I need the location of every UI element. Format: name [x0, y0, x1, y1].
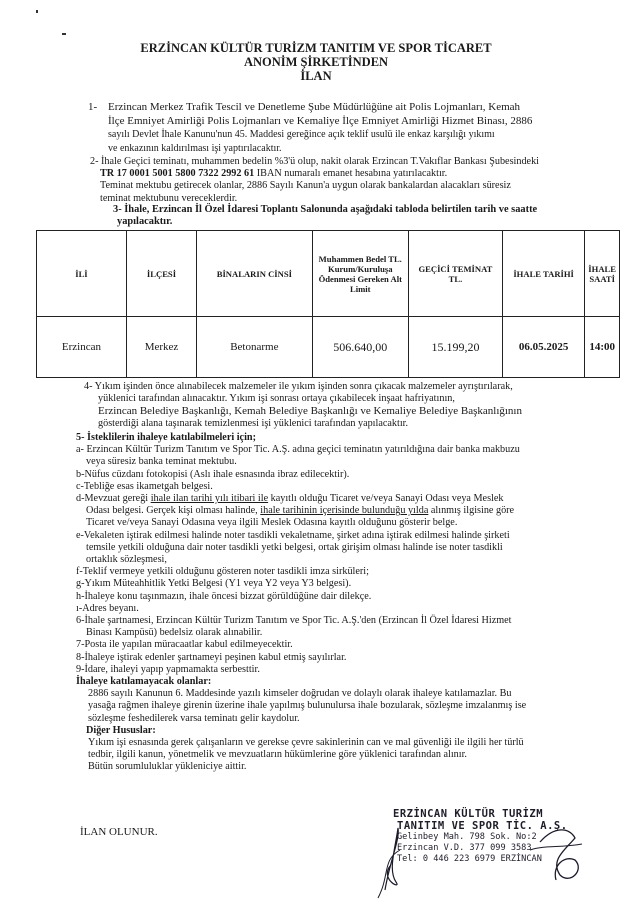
- company-type: ANONİM ŞİRKETİNDEN: [243, 55, 389, 69]
- handwritten-signature: [360, 820, 590, 900]
- requirement-d: d-Mevzuat gereği ihale ilan tarihi yılı itibari ile kayıtlı olduğu Ticaret ve/veya Sanayi Odası veya Meslek: [76, 493, 504, 505]
- cell-tarih: 06.05.2025: [502, 317, 584, 378]
- item-4-line: Erzincan Belediye Başkanlığı, Kemah Belediye Başkanlığı ve Kemaliye Belediye Başkanlığının: [98, 405, 522, 418]
- excluded-title: İhaleye katılamayacak olanlar:: [76, 676, 212, 688]
- other-line: tedbir, ilgili kanun, yönetmelik ve mevzuatların hükümlerine göre yüklenici tarafından alınır.: [88, 749, 467, 761]
- item-9: 9-İdare, ihaleyi yapıp yapmamakta serbesttir.: [76, 663, 260, 675]
- announcement-title: İLAN: [300, 69, 332, 83]
- item-1-line: Erzincan Merkez Trafik Tescil ve Denetleme Şube Müdürlüğüne ait Polis Lojmanları, Kemah: [108, 101, 521, 113]
- item-3: [113, 204, 537, 228]
- item-2-line: IBAN numaralı emanet hesabına yatırılacaktır.: [254, 168, 448, 180]
- item-2-line: 2- İhale Geçici teminatı, muhammen bedelin %3'ü olup, nakit olarak Erzincan T.Vakıflar Bankası Şubesindeki: [90, 156, 540, 167]
- item-2-line: Teminat mektubu getirecek olanlar, 2886 Sayılı Kanun'a uygun olarak bankalardan alacakları süresiz: [100, 180, 511, 192]
- header-il: İLİ: [37, 231, 127, 317]
- item-2-line: teminat mektubunu vereceklerdir.: [100, 192, 238, 204]
- cell-ilce: Merkez: [126, 317, 196, 378]
- requirement-d: Ticaret ve/veya Sanayi Odasına veya ilgili Meslek Odasına kayıtlı olduğunu gösterir belge.: [86, 517, 458, 529]
- closing-text: İLAN OLUNUR.: [80, 826, 158, 838]
- requirement-c: c-Tebliğe esas ikametgah belgesi.: [76, 480, 213, 492]
- excluded-line: sözleşme feshedilerek varsa teminatı gelir kaydolur.: [88, 712, 300, 724]
- document-header: [0, 41, 632, 83]
- item-1-line: İlçe Emniyet Amirliği Polis Lojmanları ve Kemaliye İlçe Emniyet Amirliği Hizmet Binası, 2886: [108, 114, 533, 127]
- scan-mark: [36, 10, 38, 13]
- item-6: Binası Kampüsü) bedelsiz olarak alınabilir.: [86, 627, 263, 639]
- item-1: [108, 101, 532, 155]
- requirement-e: temsile yetkili olduğuna dair noter tasdikli yetki belgesi, ortak girişim olması halinde ise noter tasdikli: [86, 541, 503, 553]
- company-name: ERZİNCAN KÜLTÜR TURİZM TANITIM VE SPOR TİCARET: [140, 41, 492, 55]
- item-6: 6-İhale şartnamesi, Erzincan Kültür Turizm Tanıtım ve Spor Tic. A.Ş.'den (Erzincan İl Özel İdaresi Hizmet: [76, 615, 512, 627]
- cell-bina: Betonarme: [197, 317, 312, 378]
- iban-number: TR 17 0001 5001 5800 7322 2992 61: [100, 168, 255, 180]
- requirement-f: f-Teklif vermeye yetkili olduğunu gösteren noter tasdikli imza sirküleri;: [76, 566, 369, 578]
- requirement-g: g-Yıkım Müteahhitlik Yetki Belgesi (Y1 veya Y2 veya Y3 belgesi).: [76, 578, 352, 590]
- item-2: [90, 156, 539, 205]
- item-3-line: yapılacaktır.: [117, 216, 173, 228]
- cell-bedel: 506.640,00: [312, 317, 408, 378]
- header-bedel: Muhammen Bedel TL. Kurum/Kuruluşa Ödenmesi Gereken Alt Limit: [312, 231, 408, 317]
- item-1-number: 1-: [88, 101, 98, 113]
- item-5: [76, 432, 526, 774]
- requirement-e: e-Vekaleten iştirak edilmesi halinde noter tasdikli vekaletname, şirket adına iştirak edilmesi halinde şirketi: [76, 529, 510, 541]
- item-3-line: 3- İhale, Erzincan İl Özel İdaresi Toplantı Salonunda aşağıdaki tabloda belirtilen tarih ve saatte: [113, 204, 538, 215]
- excluded-line: yasağa rağmen ihaleye girenin üzerine ihale yapılmış bulunulursa ihale bozularak, sözleşme imzalanmış ise: [88, 700, 527, 712]
- cell-saat: 14:00: [585, 317, 620, 378]
- item-7: 7-Posta ile yapılan müracaatlar kabul edilmeyecektir.: [76, 639, 293, 651]
- scan-mark: [62, 33, 66, 35]
- item-4: [84, 381, 522, 430]
- item-4-line: gösterdiği alana taşınarak temizlenmesi işi yüklenici tarafından yapılacaktır.: [98, 417, 409, 429]
- header-teminat: GEÇİCİ TEMİNAT TL.: [408, 231, 502, 317]
- requirement-e: ortaklık sözleşmesi,: [86, 554, 167, 566]
- item-8: 8-İhaleye iştirak edenler şartnameyi peşinen kabul etmiş sayılırlar.: [76, 651, 347, 663]
- item-4-line: yüklenici tarafından alınacaktır. Yıkım işi sonrası ortaya çıkabilecek inşaat hafriyatının,: [98, 393, 455, 405]
- other-title: Diğer Hususlar:: [86, 724, 156, 736]
- header-ilce: İLÇESİ: [126, 231, 196, 317]
- tender-table: [36, 230, 620, 378]
- item-1-line: ve enkazının kaldırılması işi yaptırılacaktır.: [108, 142, 282, 154]
- requirement-i: ı-Adres beyanı.: [76, 602, 139, 614]
- requirement-d: Odası belgesi. Gerçek kişi olması halinde, ihale tarihinin içerisinde bulunduğu yılda alınmış ilgisine göre: [86, 505, 515, 517]
- excluded-line: 2886 sayılı Kanunun 6. Maddesinde yazılı kimseler doğrudan ve dolaylı olarak ihaleye katılamazlar. Bu: [88, 688, 512, 700]
- stamp-line: ERZİNCAN KÜLTÜR TURİZM: [393, 808, 544, 820]
- requirement-a: a- Erzincan Kültür Turizm Tanıtım ve Spor Tic. A.Ş. adına geçici teminatın yatırıldığına dair banka makbuzu: [76, 444, 520, 456]
- header-tarih: İHALE TARİHİ: [502, 231, 584, 317]
- stamp-line: Tel: 0 446 223 6979 ERZİNCAN: [397, 854, 542, 864]
- requirement-h: h-İhaleye konu taşınmazın, ihale öncesi bizzat görüldüğüne dair dilekçe.: [76, 590, 372, 602]
- other-line: Bütün sorumluluklar yükleniciye aittir.: [88, 761, 247, 773]
- requirement-a: veya süresiz banka teminat mektubu.: [86, 456, 237, 468]
- other-line: Yıkım işi esnasında gerek çalışanların ve gerekse çevre sakinlerinin can ve mal güvenliği ile ilgili her türlü: [88, 737, 524, 749]
- table-header-row: [37, 231, 620, 317]
- item-1-line: sayılı Devlet İhale Kanunu'nun 45. Maddesi gereğince açık teklif usulü ile enkaz karşılığı yıkımı: [108, 129, 495, 140]
- cell-teminat: 15.199,20: [408, 317, 502, 378]
- stamp-line: Gelinbey Mah. 798 Sok. No:2: [397, 832, 537, 842]
- header-bina: BİNALARIN CİNSİ: [197, 231, 312, 317]
- table-row: [37, 317, 620, 378]
- item-4-line: 4- Yıkım işinden önce alınabilecek malzemeler ile yıkım işinden sonra çıkacak malzemeler ayrıştırılarak,: [84, 381, 513, 392]
- item-5-title: 5- İsteklilerin ihaleye katılabilmeleri için;: [76, 432, 256, 443]
- cell-il: Erzincan: [37, 317, 127, 378]
- stamp-line: Erzincan V.D. 377 099 3583: [397, 843, 532, 853]
- stamp-line: TANITIM VE SPOR TİC. A.Ş.: [397, 820, 568, 832]
- requirement-b: b-Nüfus cüzdanı fotokopisi (Aslı ihale esnasında ibraz edilecektir).: [76, 468, 350, 480]
- header-saat: İHALE SAATİ: [585, 231, 620, 317]
